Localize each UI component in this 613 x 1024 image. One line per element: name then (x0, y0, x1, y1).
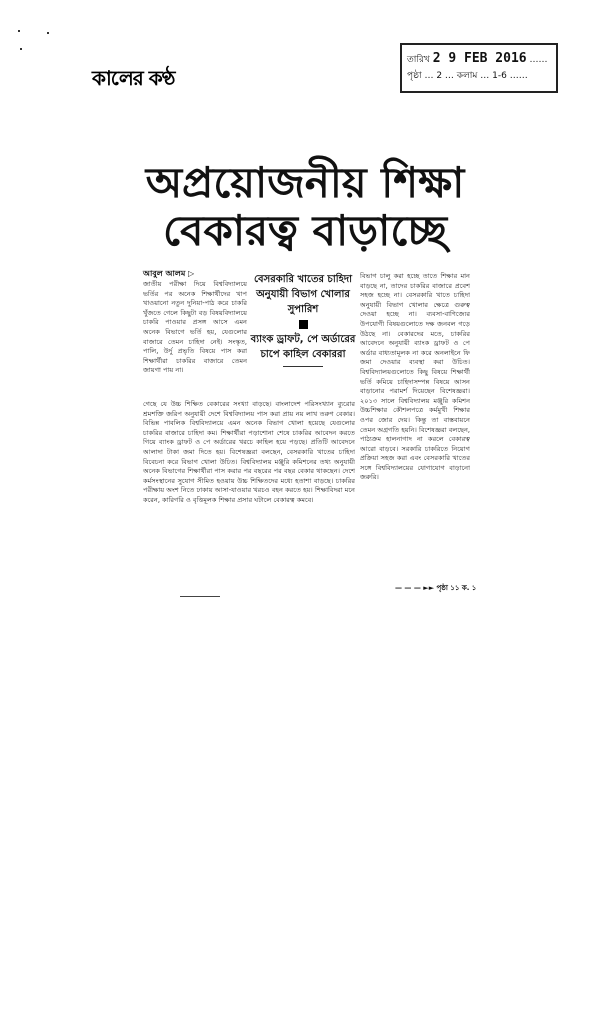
divider (180, 596, 220, 597)
stamp-date-row: তারিখ 2 9 FEB 2016 …… (407, 51, 548, 66)
highlight-2: ব্যাংক ড্রাফট, পে অর্ডারের চাপে কাহিল বেকাররা (250, 334, 356, 360)
scan-speck (20, 48, 22, 50)
stamp-column-value: 1-6 (492, 71, 507, 81)
scan-speck (18, 30, 20, 32)
highlight-1: বেসরকারি খাতের চাহিদা অনুযায়ী বিভাগ খোলার সুপারিশ (253, 274, 352, 315)
article-column-1: জাতীয় পরীক্ষা দিয়ে বিশ্ববিদ্যালয়ে ভর্তির পর অনেক শিক্ষার্থীদের খাপ খাওয়ানো নতুন দুনিয়া-পাঠ করে চাকরি খুঁজতে গেলে কিছুটা বড় বিষয়বিদ্যালয়ে চাকরি পাওয়ার প্রসঙ্গ আসে এমন অনেক বিভাগে ভর্তি হয়, যেগুলোর বাজারে তেমন চাহিদা নেই। সংস্কৃত, পালি, উর্দু প্রভৃতি বিষয়ে পাস করা শিক্ষার্থীরা চাকরির বাজারে তেমন জায়গা পায় না। (143, 280, 247, 375)
byline: আবুল আলম ▷ (143, 269, 195, 278)
stamp-page-label: পৃষ্ঠা (407, 71, 422, 81)
archive-stamp (400, 43, 558, 93)
headline-line-2: বেকারত্ব বাড়াচ্ছে (163, 206, 447, 255)
scan-speck (47, 32, 49, 34)
highlight-box (250, 272, 356, 367)
article-column-wide: গেছে যে উচ্চ শিক্ষিত বেকারের সংখ্যা বাড়ছে। বাংলাদেশ পরিসংখ্যান ব্যুরোর শ্রমশক্তি জরিপ অনুযায়ী দেশে বিশ্ববিদ্যালয় পাস করা প্রায় নয় লাখ তরুণ বেকার। বিভিন্ন পাবলিক বিশ্ববিদ্যালয়ে এমন অনেক বিভাগ খোলা হয়েছে যেগুলোর চাকরির বাজারে চাহিদা কম। শিক্ষার্থীরা পড়াশোনা শেষে চাকরির আবেদন করতে গিয়ে ব্যাংক ড্রাফট ও পে অর্ডারের খরচে কাহিল হয়ে পড়ছে। প্রতিটি আবেদনে আলাদা টাকা জমা দিতে হয়। বিশেষজ্ঞরা বলছেন, বেসরকারি খাতের চাহিদা বিবেচনা করে বিভাগ খোলা উচিত। বিশ্ববিদ্যালয় মঞ্জুরি কমিশনের তথ্য অনুযায়ী অনেক বিভাগের শিক্ষার্থীরা পাস করার পর বছরের পর বছর বেকার থাকছেন। দেশে কর্মসংস্থানের সুযোগ সীমিত হওয়ায় উচ্চ শিক্ষিতদের মধ্যে হতাশা বাড়ছে। চাকরির পরীক্ষায় অংশ নিতে ঢাকায় আসা-যাওয়ার খরচও বহন করতে হয়। শিক্ষাবিদরা মনে করেন, কারিগরি ও বৃত্তিমূলক শিক্ষার প্রসার ঘটালে বেকারত্ব কমবে। (143, 400, 355, 504)
stamp-page-row: পৃষ্ঠা … 2 … কলাম … 1-6 …… (407, 71, 528, 81)
stamp-date-label: তারিখ (407, 55, 430, 65)
newspaper-masthead: কালের কণ্ঠ (92, 66, 175, 90)
stamp-page-value: 2 (436, 71, 443, 81)
bullet-square-icon (299, 320, 308, 329)
divider (283, 366, 323, 367)
stamp-date-value: 2 9 FEB 2016 (432, 51, 527, 66)
continued-on-page: — — — ►► পৃষ্ঠা ১১ ক. ১ (395, 584, 477, 592)
headline-line-1: অপ্রয়োজনীয় শিক্ষা (145, 158, 465, 207)
article-column-3: বিভাগ চালু করা হচ্ছে তাতে শিক্ষার মান বাড়ছে না, তাদের চাকরির বাজারে প্রবেশ সহজ হচ্ছে না। বেসরকারি খাতে চাহিদা অনুযায়ী বিভাগ খোলার ক্ষেত্রে গুরুত্ব দেওয়া হচ্ছে না। ব্যবসা-বাণিজ্যের উপযোগী বিষয়গুলোতে দক্ষ জনবল গড়ে উঠছে না। বেকারদের মতে, চাকরির আবেদনে অনুযায়ী ব্যাংক ড্রাফট ও পে অর্ডার বাধ্যতামূলক না করে অনলাইনে ফি জমা দেওয়ার ব্যবস্থা করা উচিত। বিশ্ববিদ্যালয়গুলোতে কিছু বিষয়ে শিক্ষার্থী ভর্তি কমিয়ে চাহিদাসম্পন্ন বিষয়ে আসন বাড়ানোর পরামর্শ দিয়েছেন বিশেষজ্ঞরা। ২০১৩ সালে বিশ্ববিদ্যালয় মঞ্জুরি কমিশন উচ্চশিক্ষার কৌশলপত্রে কর্মমুখী শিক্ষার ওপর জোর দেয়। কিন্তু তা বাস্তবায়নে তেমন অগ্রগতি হয়নি। বিশেষজ্ঞরা বলছেন, পাঠ্যক্রম হালনাগাদ না করলে বেকারত্ব আরো বাড়বে। সরকারি চাকরিতে নিয়োগ প্রক্রিয়া সহজ করা এবং বেসরকারি খাতের সঙ্গে বিশ্ববিদ্যালয়ের যোগাযোগ বাড়ানো জরুরি। (360, 272, 470, 482)
stamp-column-label: কলাম (456, 71, 478, 81)
